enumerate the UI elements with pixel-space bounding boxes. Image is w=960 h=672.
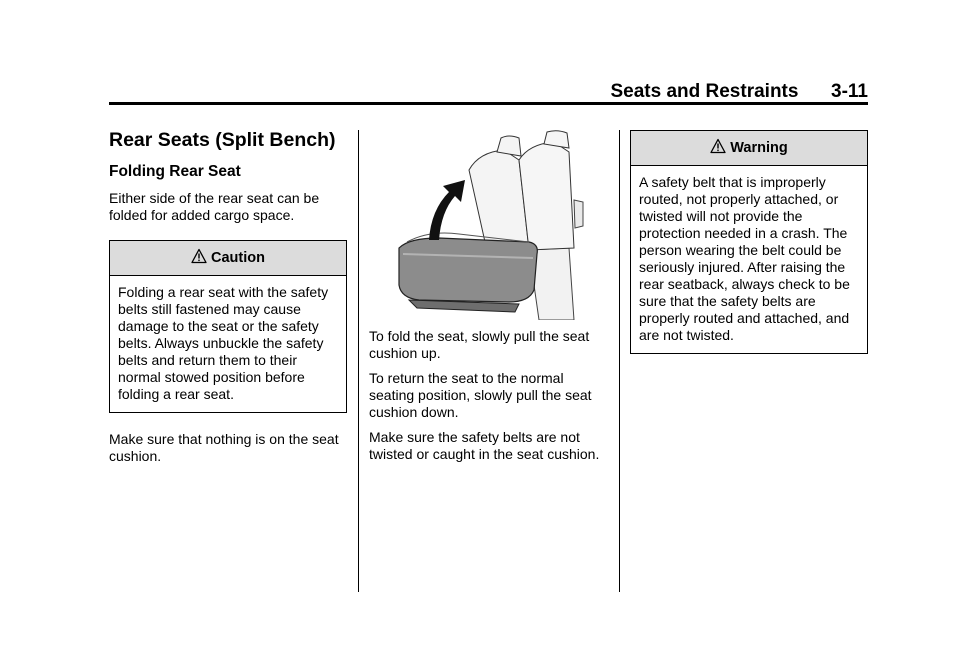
caution-label: Caution [211, 250, 265, 266]
section-title: Rear Seats (Split Bench) [109, 129, 336, 151]
caution-header [110, 241, 346, 276]
header-rule [109, 102, 868, 105]
column-left [109, 128, 347, 465]
after-caution-paragraph: Make sure that nothing is on the seat cushion. [109, 431, 339, 464]
caution-text: Folding a rear seat with the safety belts still fastened may cause damage to the seat or the safety belts. Always unbuckle the safety belts and return them to their normal stowed position before folding a rear seat. [118, 284, 329, 402]
warning-triangle-icon [710, 138, 726, 154]
fold-instructions: To fold the seat, slowly pull the seat cushion up. [369, 328, 590, 361]
warning-box [630, 130, 868, 354]
caution-triangle-icon [191, 248, 207, 264]
return-instructions: To return the seat to the normal seating position, slowly pull the seat cushion down. [369, 370, 592, 420]
belt-check-instructions: Make sure the safety belts are not twisted or caught in the seat cushion. [369, 429, 600, 462]
warning-header [631, 131, 867, 166]
column-right [630, 130, 868, 354]
header-section-title: Seats and Restraints [610, 81, 799, 102]
caution-box [109, 240, 347, 413]
subsection-title: Folding Rear Seat [109, 163, 241, 180]
page-header [560, 81, 868, 103]
column-divider-2 [619, 130, 620, 592]
column-middle [369, 130, 607, 463]
page-number: 3-11 [831, 81, 868, 102]
rear-seat-fold-illustration [369, 130, 607, 320]
column-divider-1 [358, 130, 359, 592]
intro-paragraph: Either side of the rear seat can be folded for added cargo space. [109, 190, 320, 223]
warning-label: Warning [730, 140, 788, 156]
warning-text: A safety belt that is improperly routed, not properly attached, or twisted will not provide the protection needed in a crash. The person wearing the belt could be seriously injured. After raising the rear seatback, always check to be sure that the safety belts are properly routed and attached, and are not twisted. [639, 174, 850, 343]
